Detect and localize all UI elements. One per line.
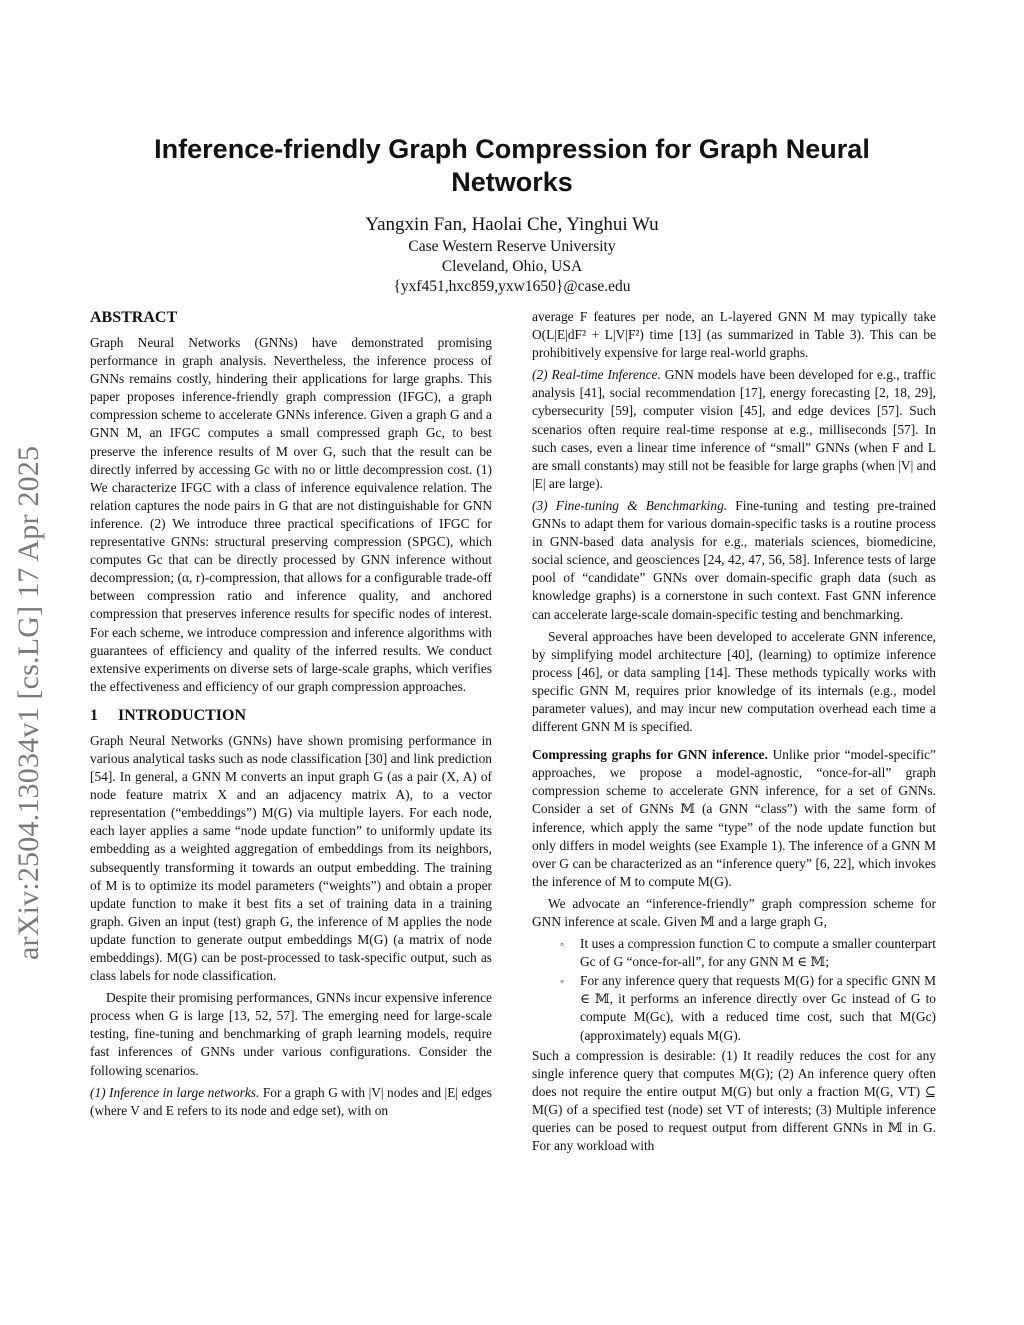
email: {yxf451,hxc859,yxw1650}@case.edu (393, 278, 631, 295)
abstract-heading: ABSTRACT (90, 309, 178, 326)
scenario-3-label: (3) Fine-tuning & Benchmarking. (532, 497, 728, 513)
author-affiliation-block (200, 237, 824, 297)
paragraph-text: Unlike prior “model-specific” approaches, we propose a model-agnostic, “once-for-all” graph compression scheme to accelerate GNN inference, for a set of GNNs. Consider a set of GNNs 𝕄 (a GNN “class”) with the same form of inference, which apply the same “type” of the node update function but only differs in model weights (see Example 1). The inference of a GNN M over G can be characterized as an “inference query” [6, 22], which invokes the inference of M to compute M(G). (532, 747, 936, 889)
intro-paragraph-1: Graph Neural Networks (GNNs) have shown promising performance in various analytical tasks such as node classification [30] and link prediction [54]. In general, a GNN M converts an input graph G (as a pair (X, A) of node feature matrix X and an adjacency matrix A), to a vector representation (“embeddings”) M(G) via multiple layers. For each node, each layer applies a same “node update function” to uniformly update its embedding as a weighted aggregation of embeddings from its neighbors, subsequently transforming it towards an output embedding. The training of M is to optimize its model parameters (“weights”) and obtain a proper update function to make it best fits a set of training data in a training graph. Given an input (test) graph G, the inference of M applies the node update function to generate output embeddings M(G) (a matrix of node embeddings). M(G) can be post-processed to task-specific output, such as class labels for node classification. (90, 732, 492, 984)
abstract-text: Graph Neural Networks (GNNs) have demonstrated promising performance in graph analysis. Nevertheless, the inference process of GNNs remains costly, hindering their applications for large graphs. This paper proposes inference-friendly graph compression (IFGC), a graph compression scheme to accelerate GNNs inference. Given a graph G and a GNN M, an IFGC computes a small compressed graph Gc, to best preserve the inference results of M over G, such that the result can be directly inferred by accessing Gc with no or little decompression cost. (1) We characterize IFGC with a class of inference equivalence relation. The relation captures the node pairs in G that are not distinguishable for GNN inference. (2) We introduce three practical specifications of IFGC for representative GNNs: structural preserving compression (SPGC), which computes Gc that can be directly processed by GNN inference without decompression; (α, r)-compression, that allows for a configurable trade-off between compression ratio and inference quality, and anchored compression that preserves inference results for specific nodes of interest. For each scheme, we introduce compression and inference algorithms with guarantees of efficiency and quality of the inferred results. We conduct extensive experiments on diverse sets of large-scale graphs, which verifies the effectiveness and efficiency of our graph compression approaches. (90, 335, 492, 694)
introduction-heading (90, 706, 492, 726)
left-column (90, 308, 492, 1124)
scenario-2-text: GNN models have been developed for e.g., traffic analysis [41], social recommendation [17], energy forecasting [2, 18, 29], cybersecurity [59], computer vision [45], and edge devices [57]. Such scenarios often require real-time response at e.g., milliseconds [57]. In such cases, even a linear time inference of “small” GNNs (when F and L are small constants) may still not be feasible for large graphs (when |V| and |E| are large). (532, 367, 936, 491)
scenario-3 (532, 497, 936, 624)
scenario-1-continued: average F features per node, an L-layered GNN M may typically take O(L|E|dF² + L|V|F²) time [13] (as summarized in Table 3). This can be prohibitively expensive for large real-world graphs. (532, 309, 936, 361)
paper-title: Inference-friendly Graph Compression for Graph Neural Networks (154, 134, 870, 197)
affiliation: Case Western Reserve University (408, 238, 616, 255)
scenario-3-text: Fine-tuning and testing pre-trained GNNs to adapt them for various domain-specific tasks is a routine process in GNN-based data analysis for e.g., materials sciences, biomedicine, social science, and geosciences [24, 42, 47, 56, 58]. Inference tests of large pool of “candidate” GNNs over domain-specific graph data (such as knowledge graphs) is a cornerstone in such context. Fast GNN inference can accelerate large-scale domain-specific testing and benchmarking. (532, 497, 936, 622)
location: Cleveland, Ohio, USA (441, 258, 583, 275)
paper-authors: Yangxin Fan, Haolai Che, Yinghui Wu (365, 214, 659, 235)
compressing-graphs-paragraph (532, 746, 936, 891)
arxiv-identifier: arXiv:2504.13034v1 [cs.LG] 17 Apr 2025 (12, 445, 45, 960)
scenario-1 (90, 1084, 492, 1120)
list-item: ◦ It uses a compression function C to compute a smaller counterpart Gc of G “once-for-all”, for any GNN M ∈ 𝕄; (580, 935, 936, 971)
paragraph-heading: Compressing graphs for GNN inference. (532, 747, 768, 763)
scenario-1-text: For a graph G with |V| nodes and |E| edges (where V and E refers to its node and edge set), with on (90, 1084, 492, 1118)
right-column (532, 308, 936, 1159)
list-item: ◦ For any inference query that requests M(G) for a specific GNN M ∈ 𝕄, it performs an inference directly over Gc instead of G to compute M(Gc), with a reduced time cost, such that M(Gc) (approximately) equals M(G). (580, 972, 936, 1044)
scenario-1-label: (1) Inference in large networks. (90, 1084, 260, 1100)
section-title: INTRODUCTION (118, 706, 247, 724)
intro-paragraph-3: Several approaches have been developed to accelerate GNN inference, by simplifying model architecture [40], (learning) to optimize inference process [46], or data sampling [14]. These methods typically works with specific GNN M, requires prior knowledge of its internals (e.g., model parameter values), and may incur new computation overhead each time a different GNN M is specified. (532, 628, 936, 735)
bullet-list (532, 935, 936, 1045)
scenario-2-label: (2) Real-time Inference. (532, 367, 661, 383)
intro-paragraph-2: Despite their promising performances, GNNs incur expensive inference process when G is large [13, 52, 57]. The emerging need for large-scale testing, fine-tuning and benchmarking of graph learning models, require fast inferences of GNNs under various configurations. Consider the following scenarios. (90, 990, 492, 1078)
section-number: 1 (90, 706, 98, 724)
scenario-2 (532, 366, 936, 493)
intro-paragraph-4: We advocate an “inference-friendly” graph compression scheme for GNN inference at scale. Given 𝕄 and a large graph G, (532, 895, 936, 929)
intro-paragraph-5: Such a compression is desirable: (1) It readily reduces the cost for any single inference query that computes M(G); (2) An inference query often does not require the entire output M(G) but only a fraction M(G, VT) ⊆ M(G) of a specified test (node) set VT of interests; (3) Multiple inference queries can be posed to request output from different GNNs in 𝕄 in G. For any workload with (532, 1047, 936, 1154)
